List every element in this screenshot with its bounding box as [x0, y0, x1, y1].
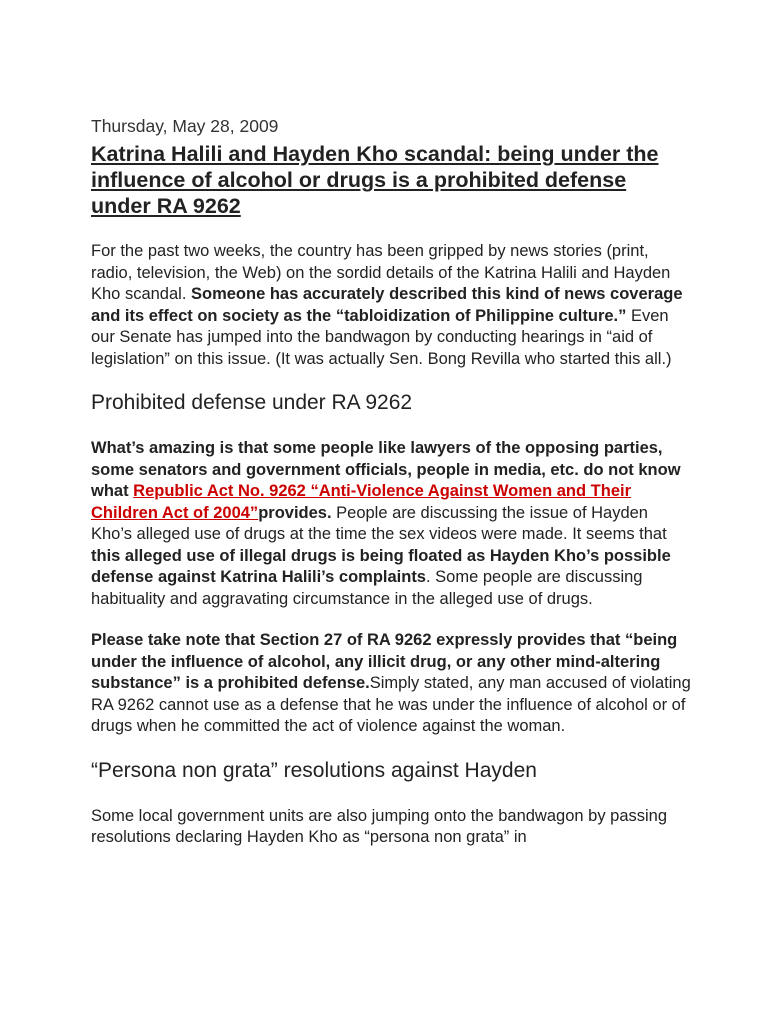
intro-text-2: Even our Senate has jumped into the bandwagon by conducting hearings in “aid of legislation” on this issue. (It was actually Sen. Bong Revilla who started this all.): [91, 306, 672, 368]
paragraph-ra9262: [91, 438, 691, 610]
lgu-text: Some local government units are also jumping onto the bandwagon by passing resolutions declaring Hayden Kho as “persona non grata” in: [91, 806, 668, 846]
paragraph-intro: [91, 241, 691, 370]
intro-text-1: For the past two weeks, the country has been gripped by news stories (print, radio, television, the Web) on the sordid details of the Katrina Halili and Hayden Kho scandal.: [91, 242, 671, 303]
section-heading-persona-non-grata: “Persona non grata” resolutions against Hayden: [91, 758, 537, 782]
ra9262-link[interactable]: Republic Act No. 9262 “Anti-Violence Against Women and Their Children Act of 2004”: [91, 482, 632, 522]
ra-text-1: People are discussing the issue of Hayden Kho’s alleged use of drugs at the time the sex videos were made. It seems that: [91, 503, 667, 543]
section27-bold: Please take note that Section 27 of RA 9262 expressly provides that “being under the influence of alcohol, any illicit drug, or any other mind-altering substance” is a prohibited defense.: [91, 631, 678, 692]
ra-bold-3: this alleged use of illegal drugs is being floated as Hayden Kho’s possible defense against Katrina Halili’s complaints: [91, 546, 671, 586]
paragraph-lgu: [91, 806, 691, 849]
section-heading-prohibited-defense: Prohibited defense under RA 9262: [91, 391, 413, 414]
article: [91, 114, 691, 849]
spacer: [91, 610, 691, 630]
section27-text: Simply stated, any man accused of violating RA 9262 cannot use as a defense that he was under the influence of alcohol or of drugs when he committed the act of violence against the woman.: [91, 674, 691, 735]
intro-bold-1: Someone has accurately described this kind of news coverage and its effect on society as the “tabloidization of Philippine culture.”: [91, 285, 683, 325]
paragraph-section27: [91, 630, 691, 738]
post-date: Thursday, May 28, 2009: [91, 116, 279, 136]
ra-bold-1: What’s amazing is that some people like lawyers of the opposing parties, some senators and government officials, people in media, etc. do not know what: [91, 439, 681, 500]
ra-text-2: . Some people are discussing habituality and aggravating circumstance in the alleged use of drugs.: [91, 568, 643, 608]
post-title[interactable]: Katrina Halili and Hayden Kho scandal: being under the influence of alcohol or drugs is a prohibited defense under RA 9262: [91, 142, 659, 218]
ra-bold-2: provides.: [258, 503, 332, 522]
